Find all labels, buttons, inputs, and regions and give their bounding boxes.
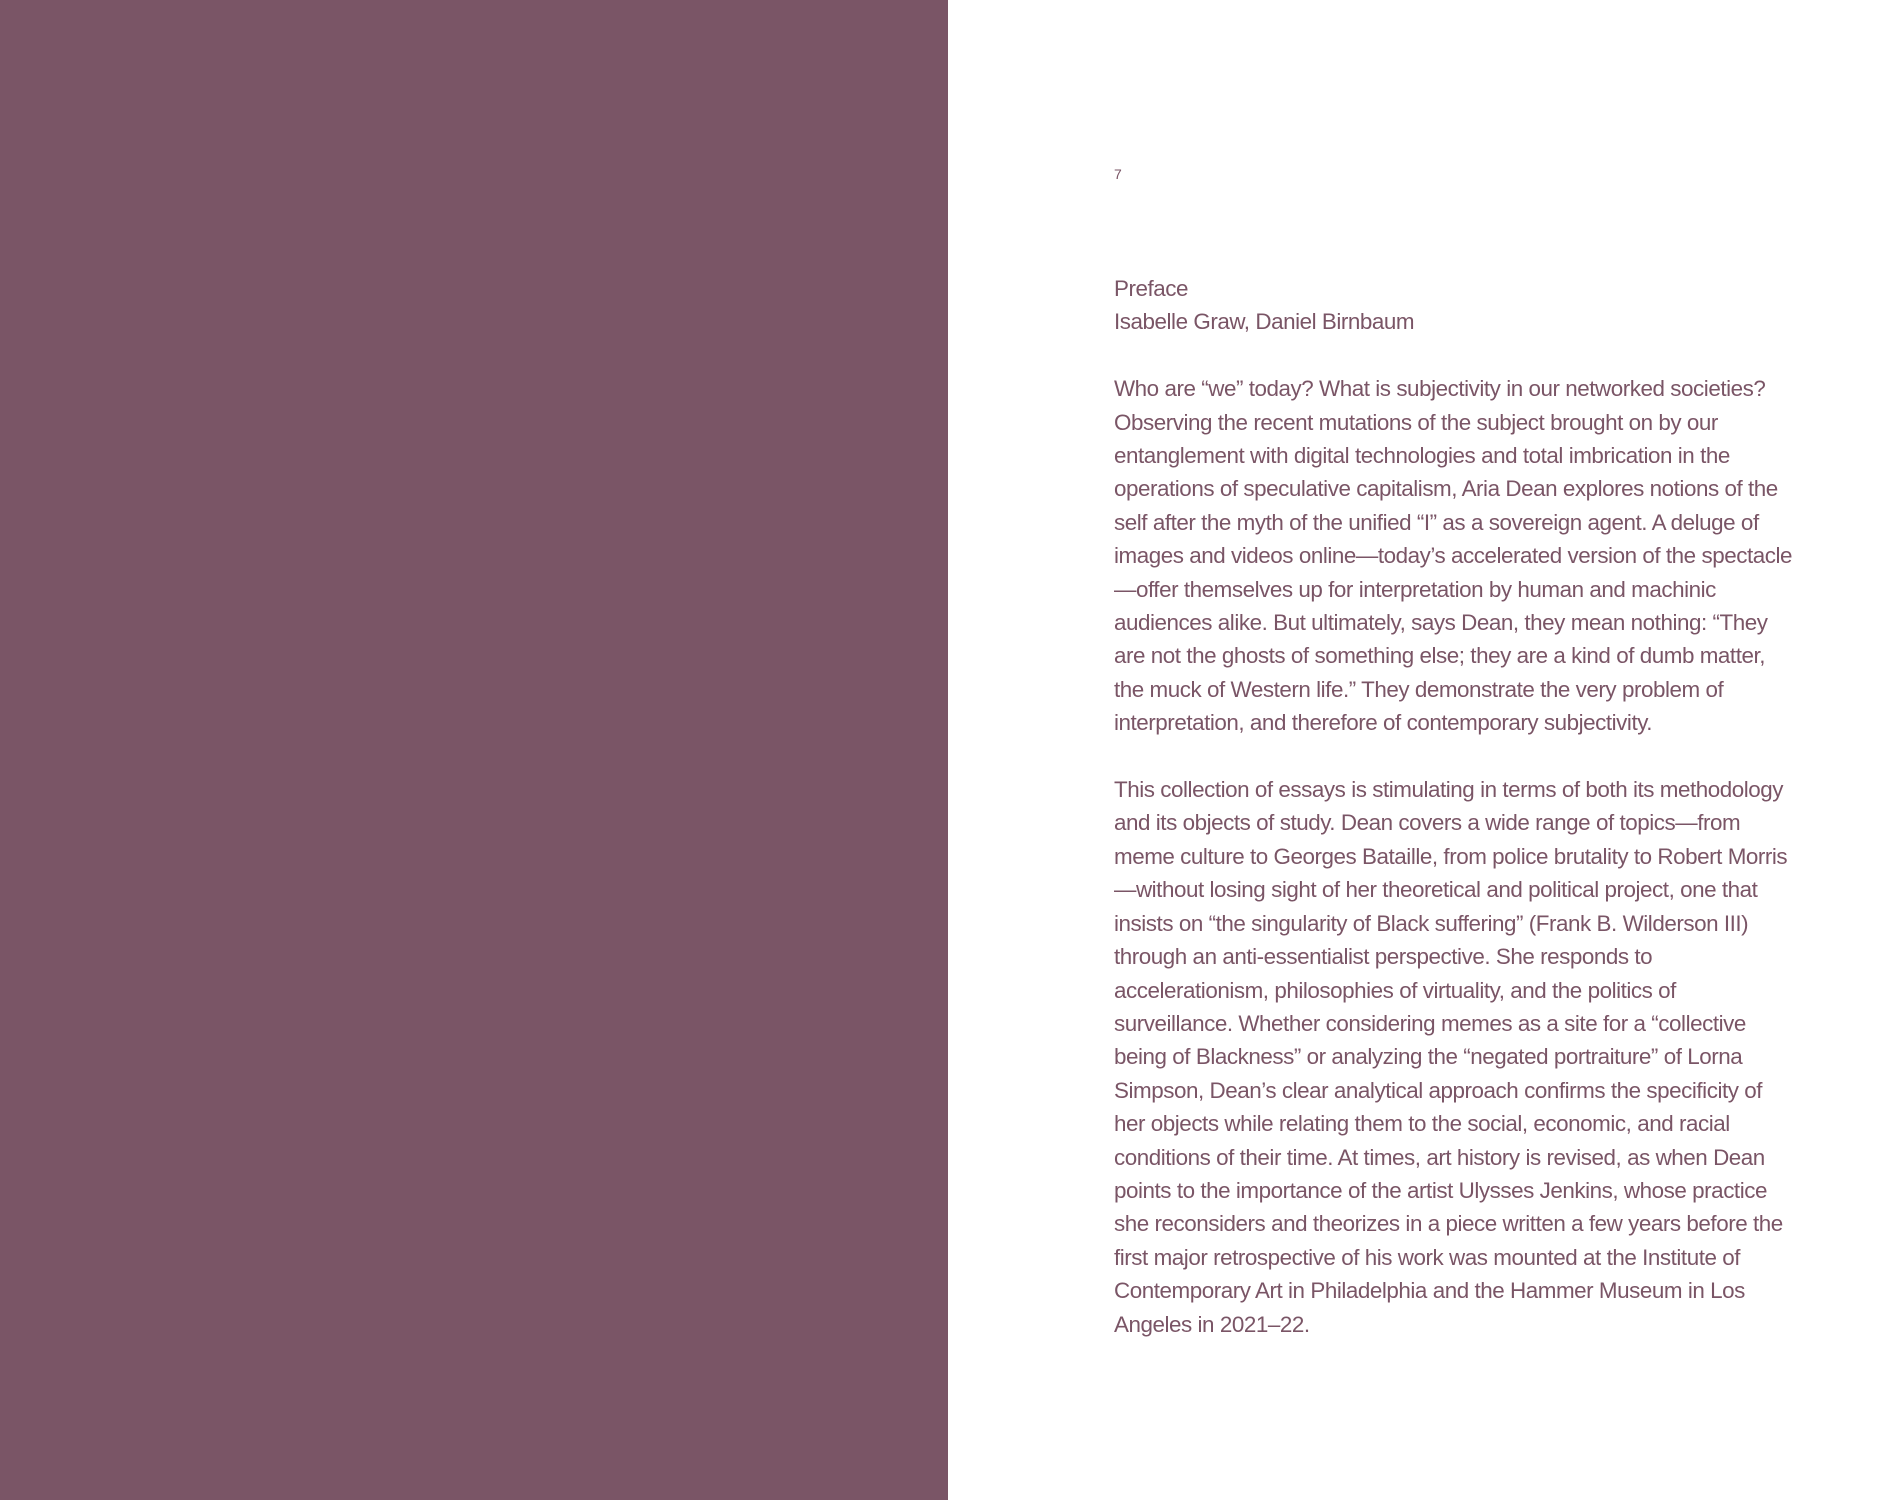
page-number: 7 bbox=[1114, 166, 1122, 182]
preface-authors: Isabelle Graw, Daniel Birnbaum bbox=[1114, 309, 1415, 335]
preface-title: Preface bbox=[1114, 276, 1189, 301]
paragraph-2: This collection of essays is stimulating in terms of both its methodology and its objects of study. Dean covers a wide range of topics—from meme culture to Georges Bataille, from police brutality to Robert Morris—without losing sight of her theoretical and political project, one that insists on “the singularity of Black suffering” (Frank B. Wilderson III) through an anti-essentialist perspective. She responds to accelerationism, philosophies of virtuality, and the politics of surveillance. Whether considering memes as a site for a “collective being of Blackness” or analyzing the “negated portraiture” of Lorna Simpson, Dean’s clear analytical approach confirms the specificity of her objects while relating them to the social, economic, and racial conditions of their time. At times, art history is revised, as when Dean points to the importance of the artist Ulysses Jenkins, whose practice she reconsiders and theorizes in a piece written a few years before the first major retrospective of his work was mounted at the Institute of Contemporary Art in Philadelphia and the Hammer Museum in Los Angeles in 2021–22. bbox=[1114, 777, 1788, 1337]
preface-text-block bbox=[1114, 272, 1794, 1374]
paragraph-1: Who are “we” today? What is subjectivity in our networked societies? Observing the recent mutations of the subject brought on by our entanglement with digital technologies and total imbrication in the operations of speculative capitalism, Aria Dean explores notions of the self after the myth of the unified “I” as a sovereign agent. A deluge of images and videos online—today’s accelerated version of the spectacle—offer themselves up for interpretation by human and machinic audiences alike. But ultimately, says Dean, they mean nothing: “They are not the ghosts of something else; they are a kind of dumb matter, the muck of Western life.” They demonstrate the very problem of interpretation, and therefore of contemporary subjectivity. bbox=[1114, 376, 1792, 736]
right-page bbox=[948, 0, 1895, 1500]
